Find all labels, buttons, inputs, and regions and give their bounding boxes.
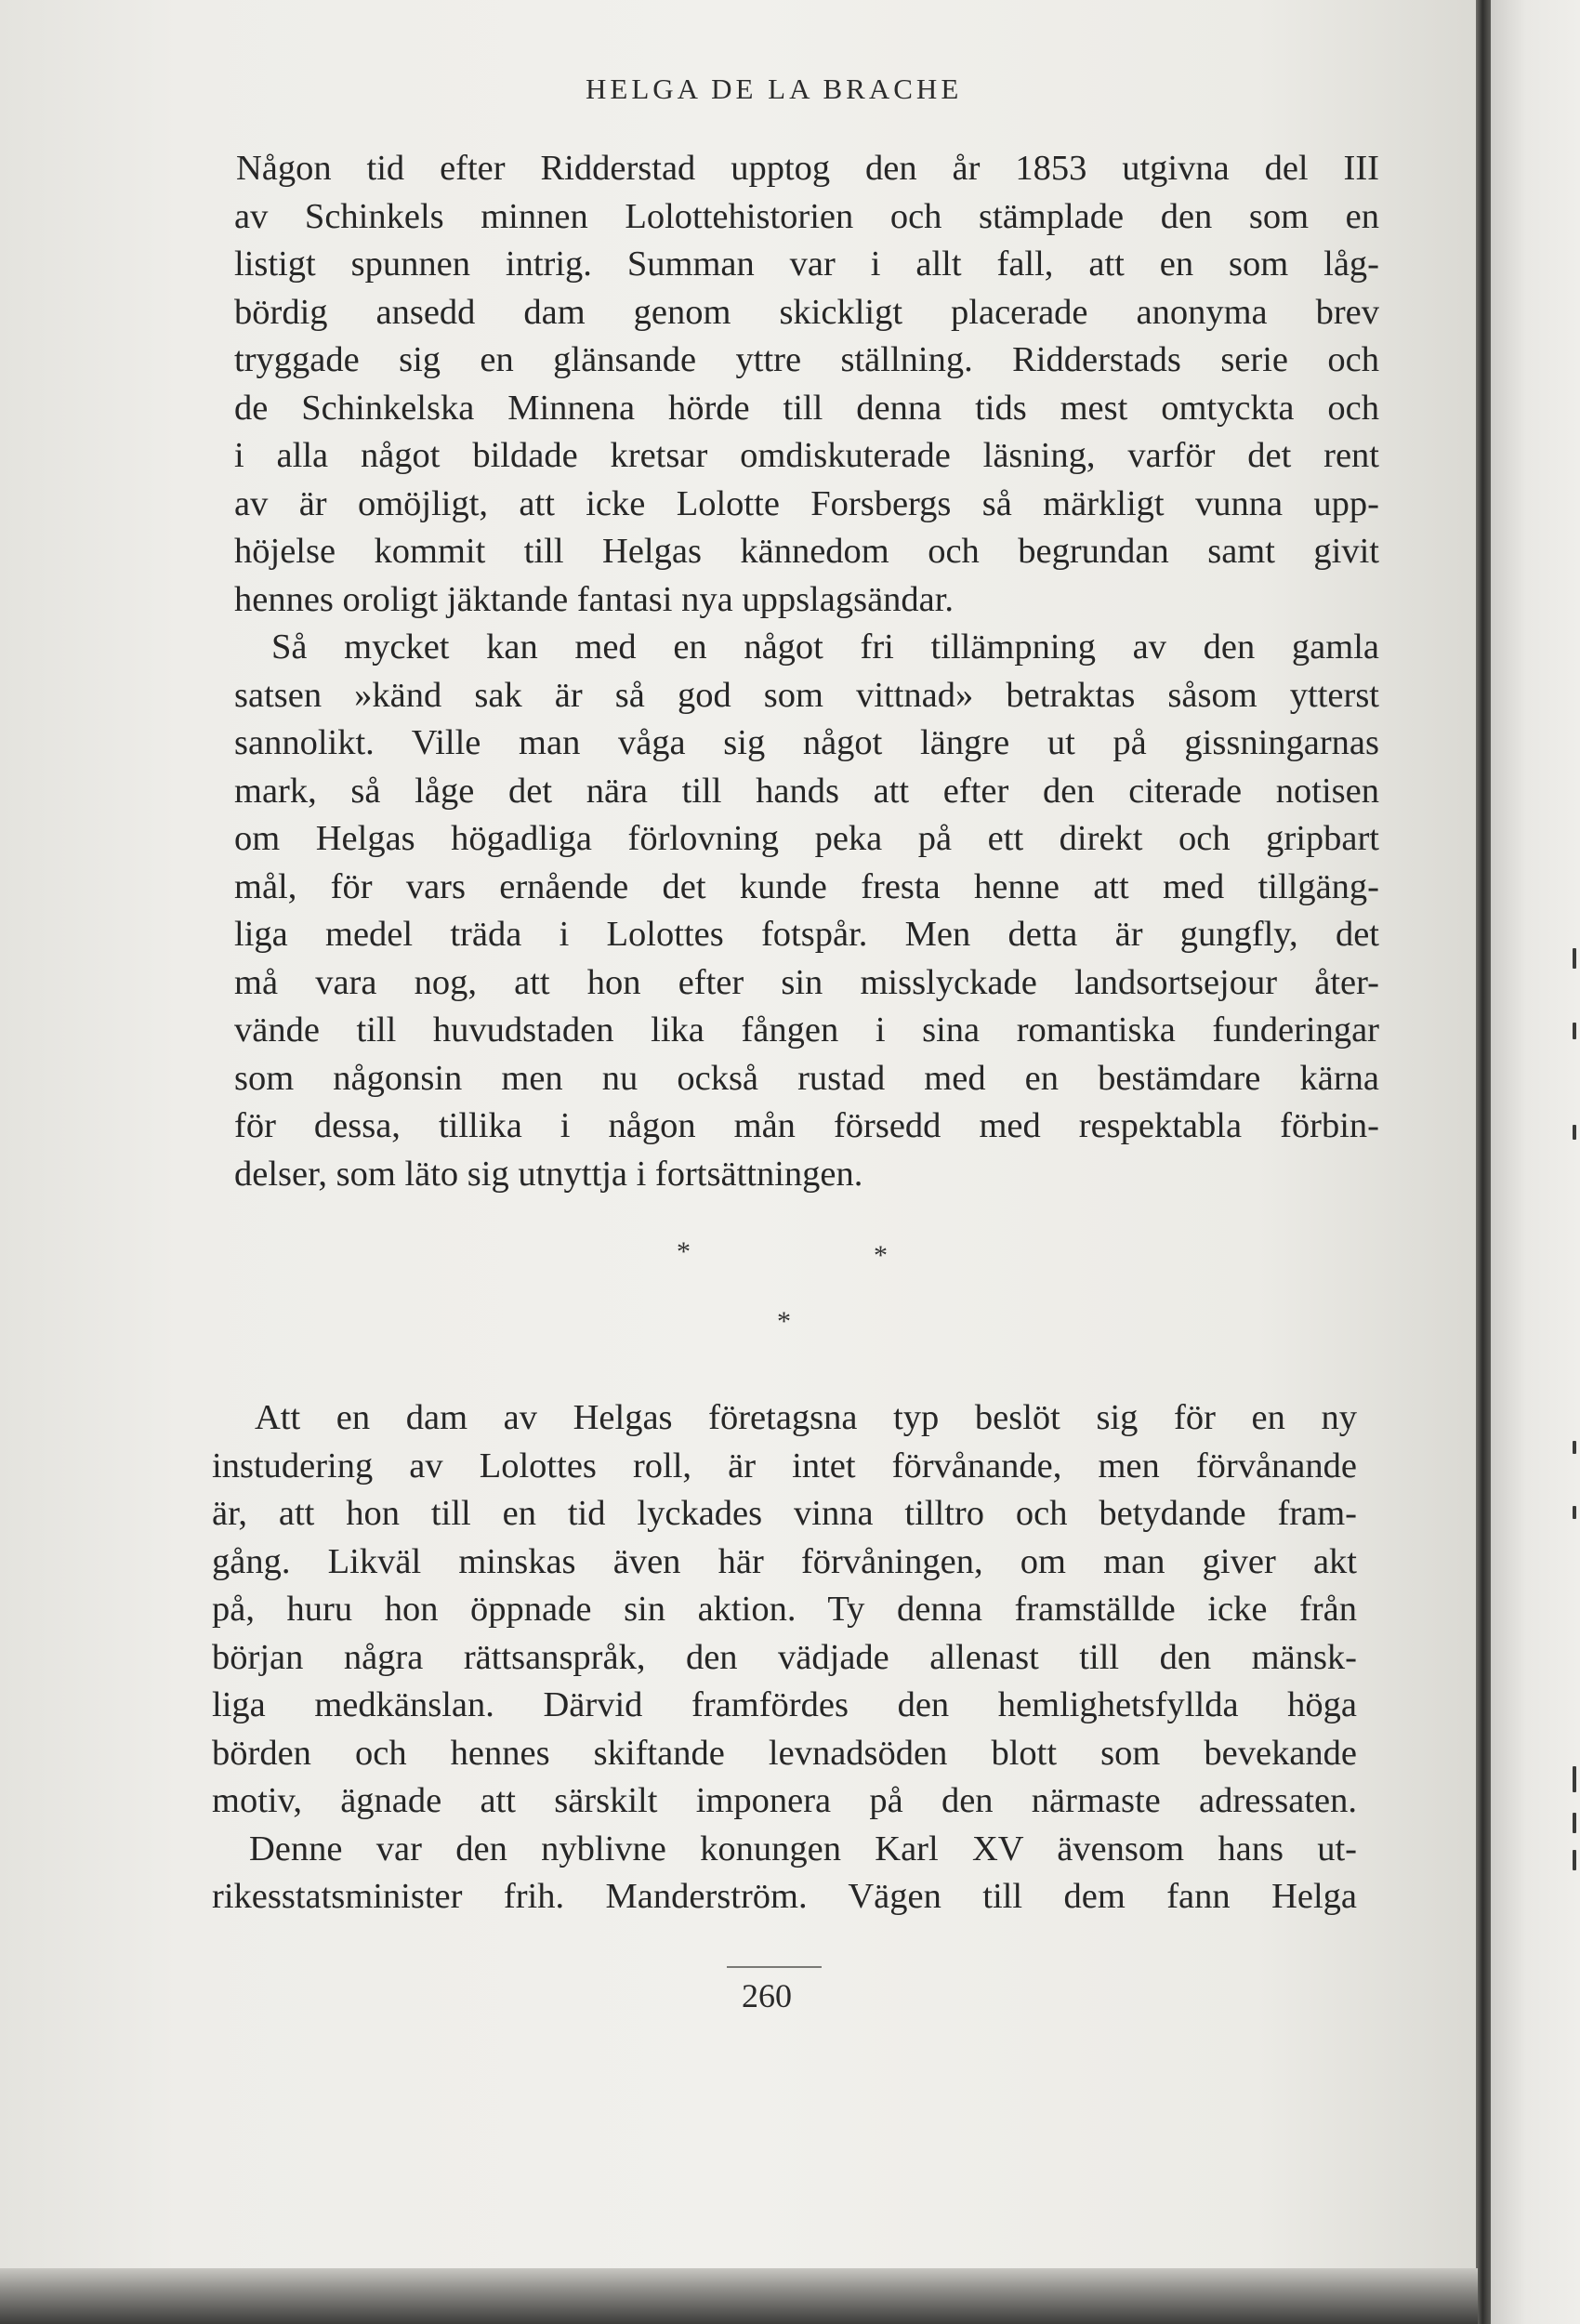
page-number: 260	[742, 1977, 792, 2014]
facing-page-mark	[1573, 1125, 1576, 1140]
page-bottom-edge	[0, 2268, 1478, 2324]
text-line: i alla något bildade kretsar omdiskuterade läsning, varför det rent	[234, 436, 1379, 475]
text-line: mark, så låge det nära till hands att efter den citerade notisen	[234, 771, 1379, 811]
facing-page-mark	[1573, 1441, 1576, 1454]
text-line: för dessa, tillika i någon mån försedd med respektabla förbin-	[234, 1106, 1379, 1145]
text-line: gång. Likväl minskas även här förvåningen, om man giver akt	[212, 1541, 1357, 1581]
text-line: Att en dam av Helgas företagsna typ beslöt sig för en ny	[255, 1398, 1357, 1437]
text-line: hennes oroligt jäktande fantasi nya uppslagsändar.	[234, 579, 955, 619]
text-line: satsen »känd sak är så god som vittnad» betraktas såsom ytterst	[234, 675, 1379, 715]
facing-page-mark	[1573, 1850, 1576, 1870]
facing-page-mark	[1573, 1023, 1576, 1039]
text-line: tryggade sig en glänsande yttre ställning. Ridderstads serie och	[234, 340, 1379, 379]
separator-star-right: *	[874, 1240, 888, 1271]
book-spine	[1476, 0, 1491, 2324]
text-line: må vara nog, att hon efter sin misslyckade landsortsejour åter-	[234, 962, 1379, 1002]
text-line: delser, som läto sig utnyttja i fortsättningen.	[234, 1154, 863, 1194]
text-line: rikesstatsminister frih. Manderström. Vägen till dem fann Helga	[212, 1877, 1357, 1916]
text-line: Denne var den nyblivne konungen Karl XV ävensom hans ut-	[249, 1829, 1357, 1868]
text-line: Någon tid efter Ridderstad upptog den år 1853 utgivna del III	[236, 149, 1379, 188]
text-line: liga medel träda i Lolottes fotspår. Men detta är gungfly, det	[234, 915, 1379, 954]
text-line: om Helgas högadliga förlovning peka på ett direkt och gripbart	[234, 819, 1379, 858]
text-line: mål, för vars ernående det kunde fresta henne att med tillgäng-	[234, 866, 1379, 906]
text-line: är, att hon till en tid lyckades vinna tilltro och betydande fram-	[212, 1494, 1357, 1533]
facing-page-edge	[1491, 0, 1580, 2324]
text-line: som någonsin men nu också rustad med en bestämdare kärna	[234, 1058, 1379, 1098]
text-line: på, huru hon öppnade sin aktion. Ty denna framställde icke från	[212, 1590, 1357, 1629]
separator-star-bottom: *	[777, 1306, 791, 1337]
separator-star-left: *	[677, 1236, 691, 1267]
text-line: börden och hennes skiftande levnadsöden blott som bevekande	[212, 1733, 1357, 1773]
text-line: början några rättsanspråk, den vädjade allenast till den mänsk-	[212, 1637, 1357, 1677]
running-head: HELGA DE LA BRACHE	[586, 73, 963, 105]
facing-page-mark	[1573, 1506, 1576, 1519]
text-line: de Schinkelska Minnena hörde till denna tids mest omtyckta och	[234, 388, 1379, 428]
folio-rule	[727, 1966, 822, 1968]
facing-page-mark	[1573, 948, 1576, 969]
text-line: motiv, ägnade att särskilt imponera på den närmaste adressaten.	[212, 1781, 1357, 1820]
text-line: liga medkänslan. Därvid framfördes den hemlighetsfyllda höga	[212, 1685, 1357, 1724]
text-line: höjelse kommit till Helgas kännedom och begrundan samt givit	[234, 532, 1379, 571]
text-line: av Schinkels minnen Lolottehistorien och stämplade den som en	[234, 196, 1379, 236]
text-line: vände till huvudstaden lika fången i sina romantiska funderingar	[234, 1010, 1379, 1050]
text-line: av är omöjligt, att icke Lolotte Forsbergs så märkligt vunna upp-	[234, 483, 1379, 523]
text-line: bördig ansedd dam genom skickligt placerade anonyma brev	[234, 292, 1379, 332]
text-line: sannolikt. Ville man våga sig något längre ut på gissningarnas	[234, 723, 1379, 762]
facing-page-mark	[1573, 1813, 1576, 1833]
text-line: instudering av Lolottes roll, är intet förvånande, men förvånande	[212, 1446, 1357, 1486]
text-line: Så mycket kan med en något fri tillämpning av den gamla	[271, 627, 1379, 667]
paragraph-section-1	[234, 145, 1379, 1198]
paragraph-section-2	[212, 1394, 1357, 1921]
text-line: listigt spunnen intrig. Summan var i allt fall, att en som låg-	[234, 244, 1379, 284]
facing-page-mark	[1573, 1766, 1576, 1792]
